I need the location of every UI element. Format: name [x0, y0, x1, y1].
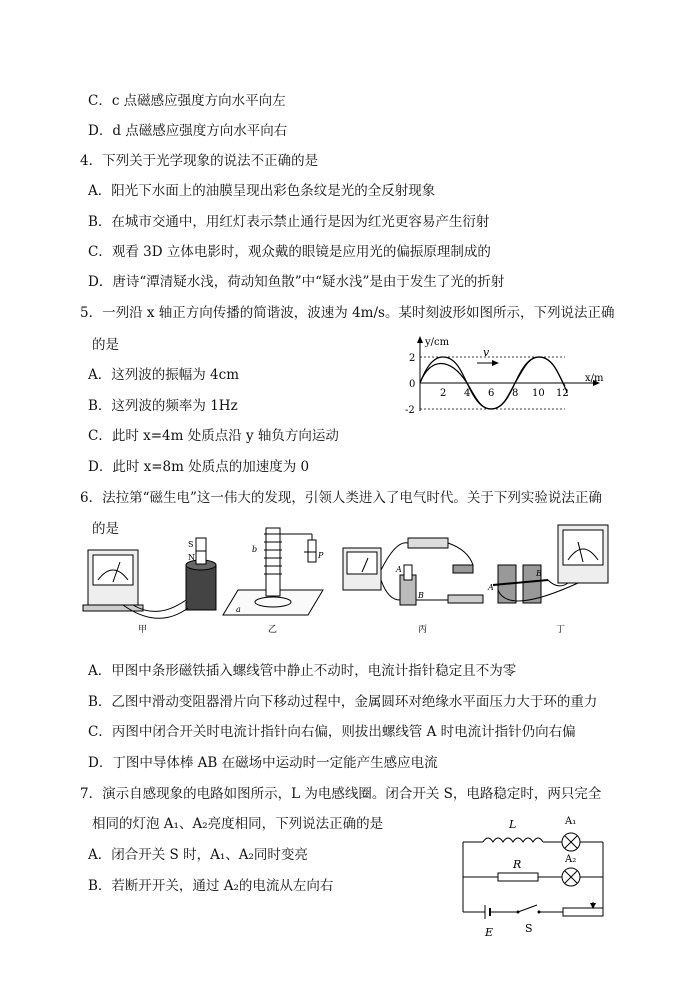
wave-y-label: y/cm — [425, 337, 450, 348]
wave-x-tick: 10 — [532, 388, 545, 399]
q5-option-d: D．此时 x=8m 处质点的加速度为 0 — [88, 459, 310, 475]
wave-x-tick: 2 — [440, 388, 447, 399]
q3-option-c: C．c 点磁感应强度方向水平向左 — [88, 93, 286, 109]
magnet-n-label: N — [188, 553, 195, 562]
caption-jia: 甲 — [138, 625, 148, 635]
coil-b2-label: B — [418, 591, 424, 600]
wave-x-tick: 4 — [464, 388, 471, 399]
q5-option-a: A．这列波的振幅为 4cm — [88, 367, 239, 383]
q6-option-c: C．丙图中闭合开关时电流计指针向右偏，则拔出螺线管 A 时电流计指针仍向右偏 — [88, 724, 576, 740]
q4-option-a: A．阳光下水面上的油膜呈现出彩色条纹是光的全反射现象 — [88, 183, 436, 199]
q7-option-b: B．若断开开关，通过 A₂的电流从左向右 — [88, 878, 334, 894]
q4-option-c: C．观看 3D 立体电影时，观众戴的眼镜是应用光的偏振原理制成的 — [88, 244, 491, 260]
rheostat-p-label: P — [318, 551, 324, 560]
battery-e-label: E — [485, 926, 494, 939]
q6-option-d: D．丁图中导体棒 AB 在磁场中运动时一定能产生感应电流 — [88, 755, 438, 771]
q5-stem: 5．一列沿 x 轴正方向传播的简谐波，波速为 4m/s。某时刻波形如图所示，下列说法正确 — [80, 305, 615, 321]
caption-bing: 丙 — [418, 625, 428, 635]
wave-v-label: v — [483, 346, 490, 359]
q6-option-b: B．乙图中滑动变阻器滑片向下移动过程中，金属圆环对绝缘水平面压力大于环的重力 — [88, 694, 598, 710]
q4-option-b: B．在城市交通中，用红灯表示禁止通行是因为红光更容易产生衍射 — [88, 214, 490, 230]
lamp-a2-label: A₂ — [565, 854, 577, 865]
q7-option-a: A．闭合开关 S 时，A₁、A₂同时变亮 — [88, 847, 308, 863]
q5-option-b: B．这列波的频率为 1Hz — [88, 398, 238, 414]
caption-ding: 丁 — [556, 625, 566, 635]
q5-stem-cont: 的是 — [92, 337, 119, 353]
resistor-r-label: R — [513, 858, 522, 871]
q3-option-d: D．d 点磁感应强度方向水平向右 — [88, 123, 288, 139]
wave-x-tick: 8 — [512, 388, 519, 399]
figure-yi — [223, 528, 324, 635]
coil-a-label: A — [396, 565, 402, 574]
wave-origin: 0 — [409, 379, 416, 390]
wave-x-tick: 6 — [488, 388, 495, 399]
ring-a-label: a — [236, 605, 241, 614]
wave-x-label: x/m — [585, 373, 604, 384]
figure-bing — [343, 538, 483, 635]
switch-s-label: S — [525, 922, 533, 935]
inductor-l-label: L — [509, 818, 517, 831]
caption-yi: 乙 — [268, 625, 278, 635]
figure-jia — [83, 538, 216, 635]
coil-b-label: b — [252, 545, 258, 554]
q6-stem-cont: 的是 — [92, 521, 119, 537]
wave-y-tick-neg2: -2 — [405, 405, 415, 416]
q4-stem: 4．下列关于光学现象的说法不正确的是 — [80, 153, 319, 169]
wave-y-tick-2: 2 — [409, 353, 416, 364]
wave-x-tick: 12 — [556, 388, 569, 399]
lamp-a1-label: A₁ — [565, 816, 577, 827]
q7-stem-cont: 相同的灯泡 A₁、A₂亮度相同，下列说法正确的是 — [92, 816, 384, 832]
figure-ding — [487, 525, 608, 635]
q7-circuit — [455, 812, 615, 940]
q6-option-a: A．甲图中条形磁铁插入螺线管中静止不动时，电流计指针稳定且不为零 — [88, 663, 517, 679]
q4-option-d: D．唐诗“潭清疑水浅，荷动知鱼散”中“疑水浅”是由于发生了光的折射 — [88, 274, 505, 290]
rod-a-label: A — [488, 583, 494, 592]
q5-option-c: C．此时 x=4m 处质点沿 y 轴负方向运动 — [88, 428, 339, 444]
rod-b-label: B — [536, 569, 542, 578]
q6-figures — [78, 520, 618, 635]
q7-stem: 7．演示自感现象的电路如图所示，L 为电感线圈。闭合开关 S，电路稳定时，两只完全 — [80, 786, 602, 802]
wave-graph — [395, 333, 620, 418]
magnet-s-label: S — [188, 540, 194, 549]
q6-stem: 6．法拉第“磁生电”这一伟大的发现，引领人类进入了电气时代。关于下列实验说法正确 — [80, 490, 602, 506]
